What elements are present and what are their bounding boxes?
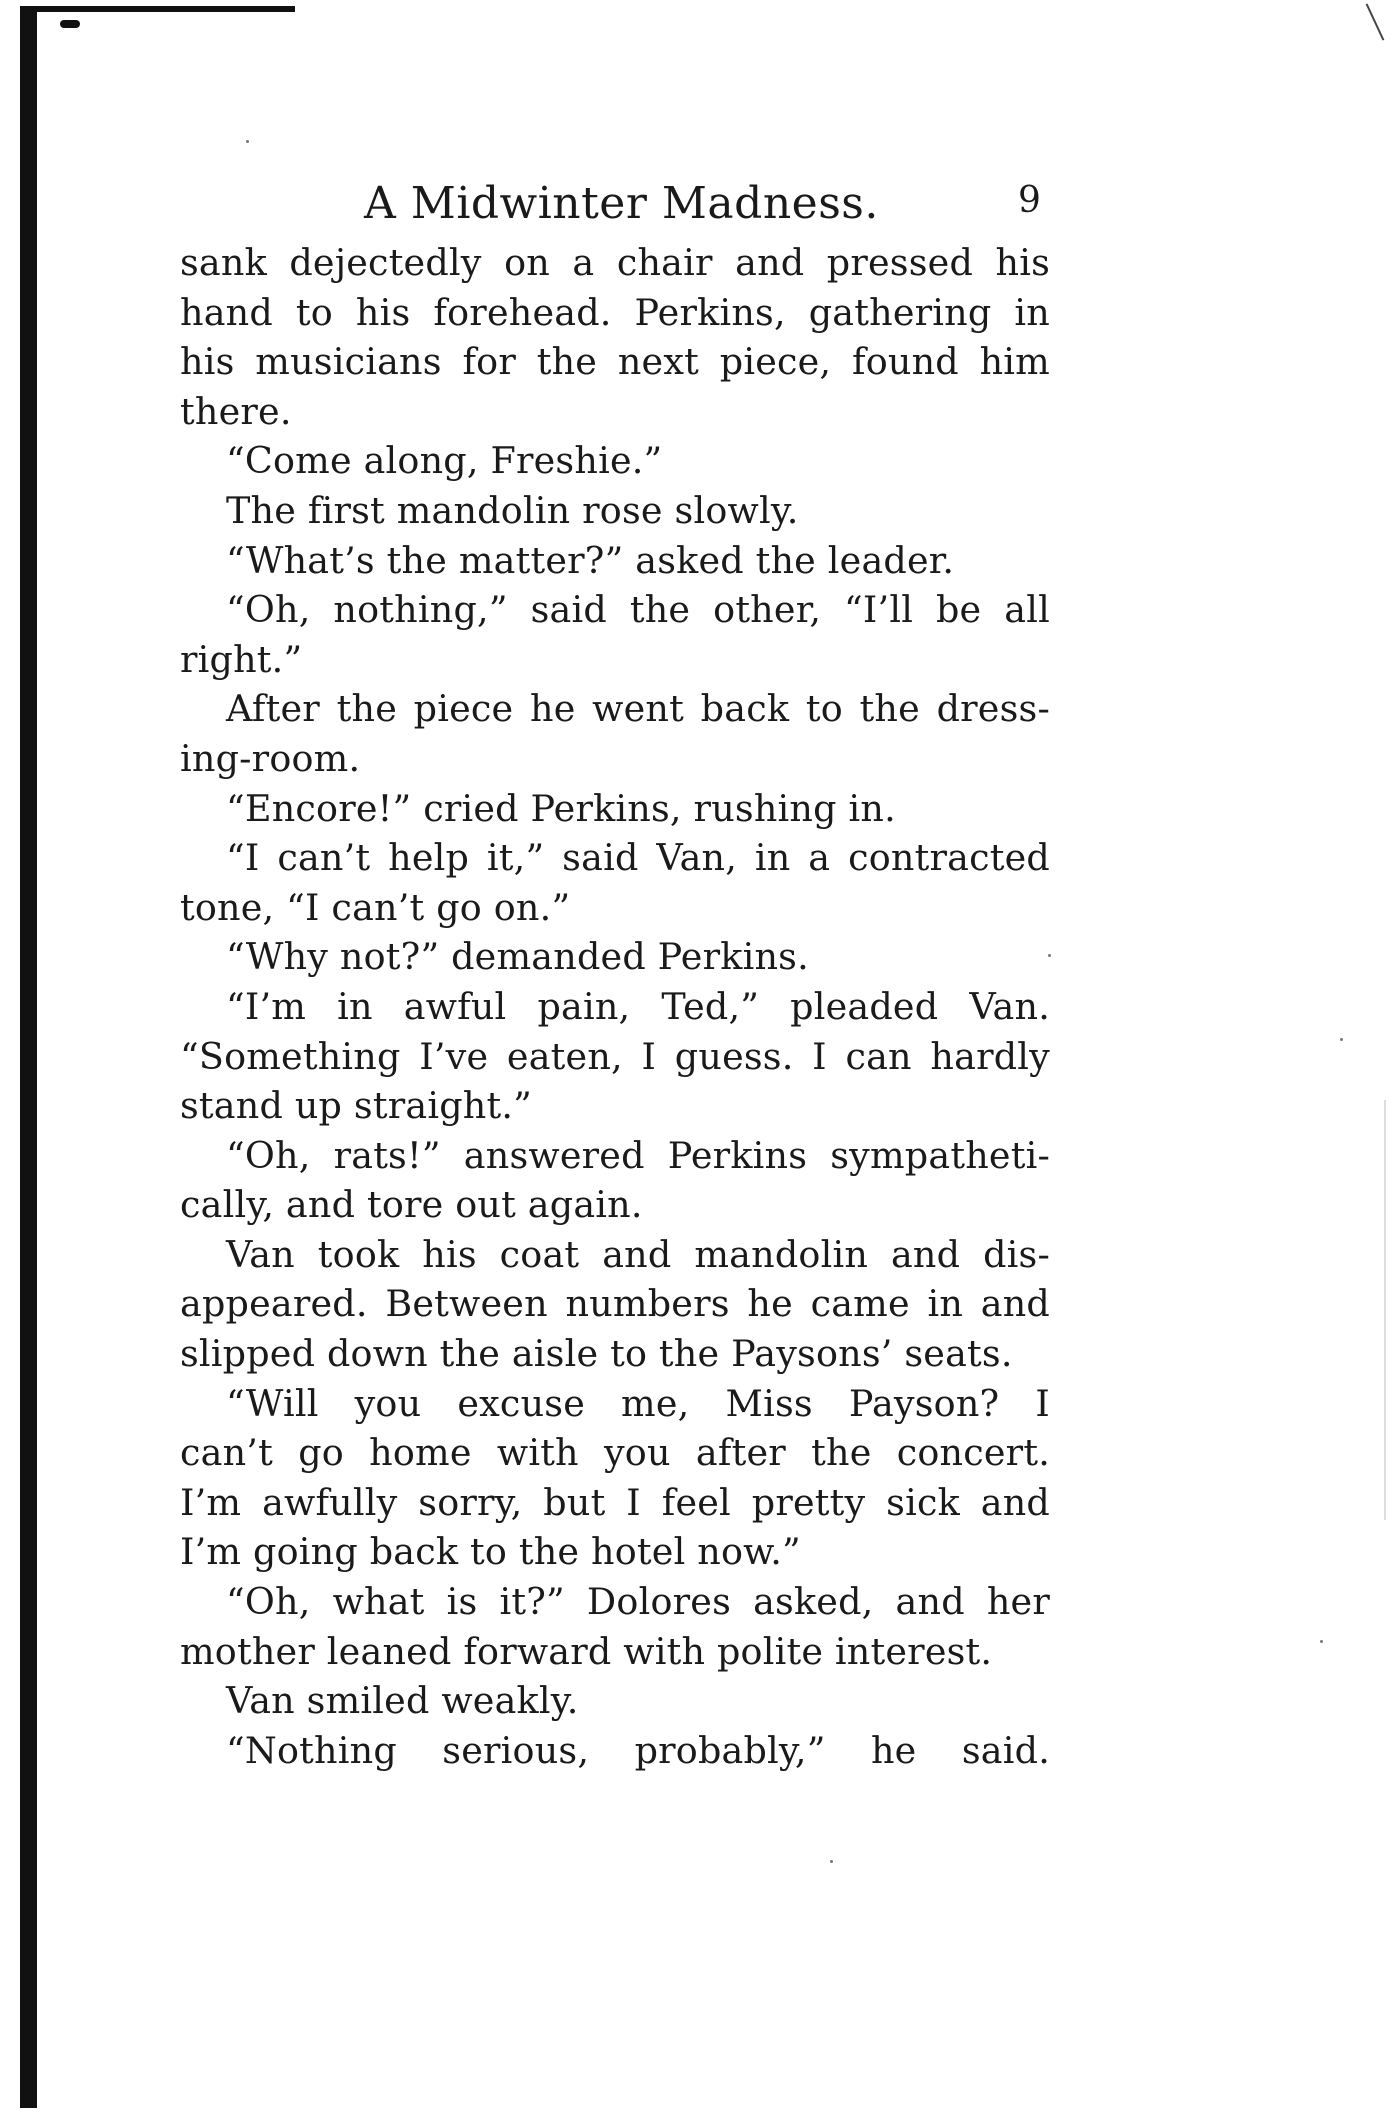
body-text — [180, 238, 1050, 1775]
text-line: ing-room. — [180, 736, 361, 780]
scan-speck — [246, 140, 249, 143]
running-head-title: A Midwinter Madness. — [364, 178, 879, 229]
text-line: there. — [180, 389, 292, 433]
text-line: “Will you excuse me, Miss Payson? I — [226, 1381, 1050, 1425]
running-head — [180, 168, 1050, 238]
text-line: mother leaned forward with polite interest. — [180, 1629, 993, 1673]
page-number: 9 — [1018, 180, 1041, 221]
text-line: tone, “I can’t go on.” — [180, 885, 571, 929]
scan-blot — [60, 20, 80, 28]
text-line: “Oh, what is it?” Dolores asked, and her — [226, 1580, 1050, 1624]
text-line: “What’s the matter?” asked the leader. — [226, 538, 955, 582]
scan-shadow — [1384, 1100, 1386, 1520]
text-line: hand to his forehead. Perkins, gathering in — [180, 290, 1050, 334]
text-line: “Nothing serious, probably,” he said. — [226, 1728, 1050, 1772]
text-line: Van smiled weakly. — [226, 1679, 579, 1723]
scan-mark — [1366, 3, 1385, 40]
text-line: his musicians for the next piece, found him — [180, 340, 1050, 384]
text-line: “Encore!” cried Perkins, rushing in. — [226, 786, 896, 830]
text-line: After the piece he went back to the dress- — [226, 687, 1050, 731]
text-line: slipped down the aisle to the Paysons’ seats. — [180, 1332, 1013, 1376]
text-line: “Come along, Freshie.” — [226, 439, 663, 483]
text-line: The first mandolin rose slowly. — [226, 488, 799, 532]
text-line: appeared. Between numbers he came in and — [180, 1282, 1050, 1326]
scan-speck — [1320, 1640, 1323, 1643]
text-line: I’m going back to the hotel now.” — [180, 1530, 801, 1574]
text-line: right.” — [180, 637, 303, 681]
text-line: Van took his coat and mandolin and dis- — [226, 1232, 1050, 1276]
text-line: “Why not?” demanded Perkins. — [226, 935, 809, 979]
scan-speck — [830, 1860, 833, 1863]
text-line: “I’m in awful pain, Ted,” pleaded Van. — [226, 984, 1050, 1028]
text-line: can’t go home with you after the concert. — [180, 1431, 1050, 1475]
text-line: “Oh, nothing,” said the other, “I’ll be all — [226, 588, 1050, 632]
text-line: cally, and tore out again. — [180, 1183, 643, 1227]
text-line: sank dejectedly on a chair and pressed his — [180, 241, 1050, 284]
scan-edge-left — [20, 8, 37, 2108]
text-line: stand up straight.” — [180, 1084, 532, 1128]
book-page — [180, 168, 1050, 1775]
scan-speck — [1340, 1038, 1343, 1041]
text-line: I’m awfully sorry, but I feel pretty sick and — [180, 1480, 1050, 1524]
scan-edge-top — [20, 6, 295, 12]
text-line: “Something I’ve eaten, I guess. I can hardly — [180, 1034, 1050, 1078]
text-line: “I can’t help it,” said Van, in a contracted — [226, 836, 1050, 880]
text-line: “Oh, rats!” answered Perkins sympatheti- — [226, 1133, 1050, 1177]
